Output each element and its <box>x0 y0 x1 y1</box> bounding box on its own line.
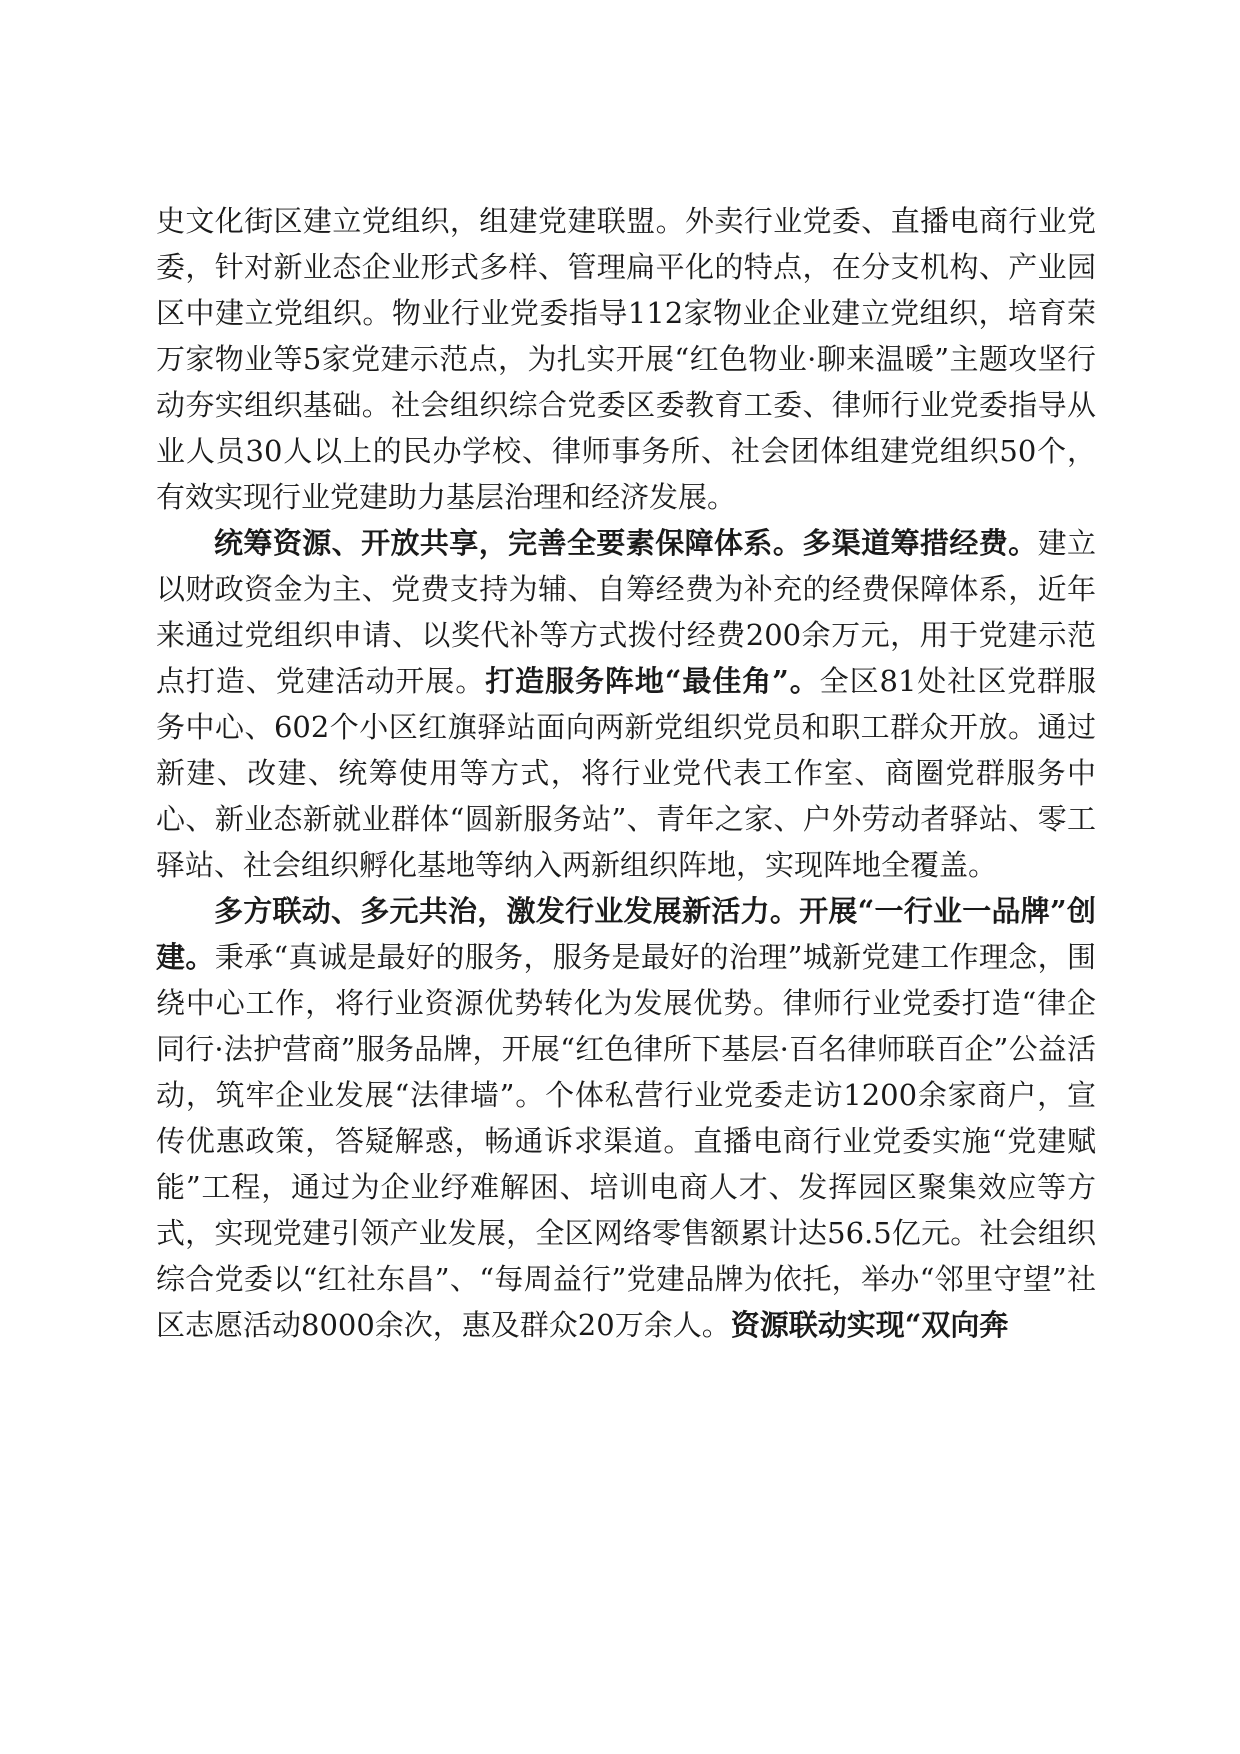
paragraph-3-text: 秉承“真诚是最好的服务，服务是最好的治理”城新党建工作理念，围绕中心工作，将行业资源优势转化为发展优势。律师行业党委打造“律企同行·法护营商”服务品牌，开展“红色律所下基层·百名律师联百企”公益活动，筑牢企业发展“法律墙”。个体私营行业党委走访1200余家商户，宣传优惠政策，答疑解惑，畅通诉求渠道。直播电商行业党委实施“党建赋能”工程，通过为企业纾难解困、培训电商人才、发挥园区聚集效应等方式，实现党建引领产业发展，全区网络零售额累计达56.5亿元。社会组织综合党委以“红社东昌”、“每周益行”党建品牌为依托，举办“邻里守望”社区志愿活动8000余次，惠及群众20万余人。 <box>156 940 1096 1342</box>
paragraph-2-text-b: 全区81处社区党群服务中心、602个小区红旗驿站面向两新党组织党员和职工群众开放。通过新建、改建、统筹使用等方式，将行业党代表工作室、商圈党群服务中心、新业态新就业群体“圆新服务站”、青年之家、户外劳动者驿站、零工驿站、社会组织孵化基地等纳入两新组织阵地，实现阵地全覆盖。 <box>156 664 1096 882</box>
paragraph-3 <box>156 888 1096 1348</box>
document-page <box>156 198 1096 1348</box>
paragraph-1 <box>156 198 1096 520</box>
paragraph-3-heading: 多方联动、多元共治，激发行业发展新活力。开展“一行业一品牌”创建。 <box>156 894 1096 974</box>
paragraph-2-heading: 统筹资源、开放共享，完善全要素保障体系。多渠道筹措经费。 <box>214 526 1038 560</box>
paragraph-2-subheading: 打造服务阵地“最佳角”。 <box>485 664 820 698</box>
paragraph-1-text: 史文化街区建立党组织，组建党建联盟。外卖行业党委、直播电商行业党委，针对新业态企业形式多样、管理扁平化的特点，在分支机构、产业园区中建立党组织。物业行业党委指导112家物业企业建立党组织，培育荣万家物业等5家党建示范点，为扎实开展“红色物业·聊来温暖”主题攻坚行动夯实组织基础。社会组织综合党委区委教育工委、律师行业党委指导从业人员30人以上的民办学校、律师事务所、社会团体组建党组织50个，有效实现行业党建助力基层治理和经济发展。 <box>156 204 1096 514</box>
paragraph-2 <box>156 520 1096 888</box>
paragraph-2-text-a: 建立以财政资金为主、党费支持为辅、自筹经费为补充的经费保障体系，近年来通过党组织申请、以奖代补等方式拨付经费200余万元，用于党建示范点打造、党建活动开展。 <box>156 526 1096 698</box>
paragraph-3-subheading: 资源联动实现“双向奔 <box>730 1308 1009 1342</box>
